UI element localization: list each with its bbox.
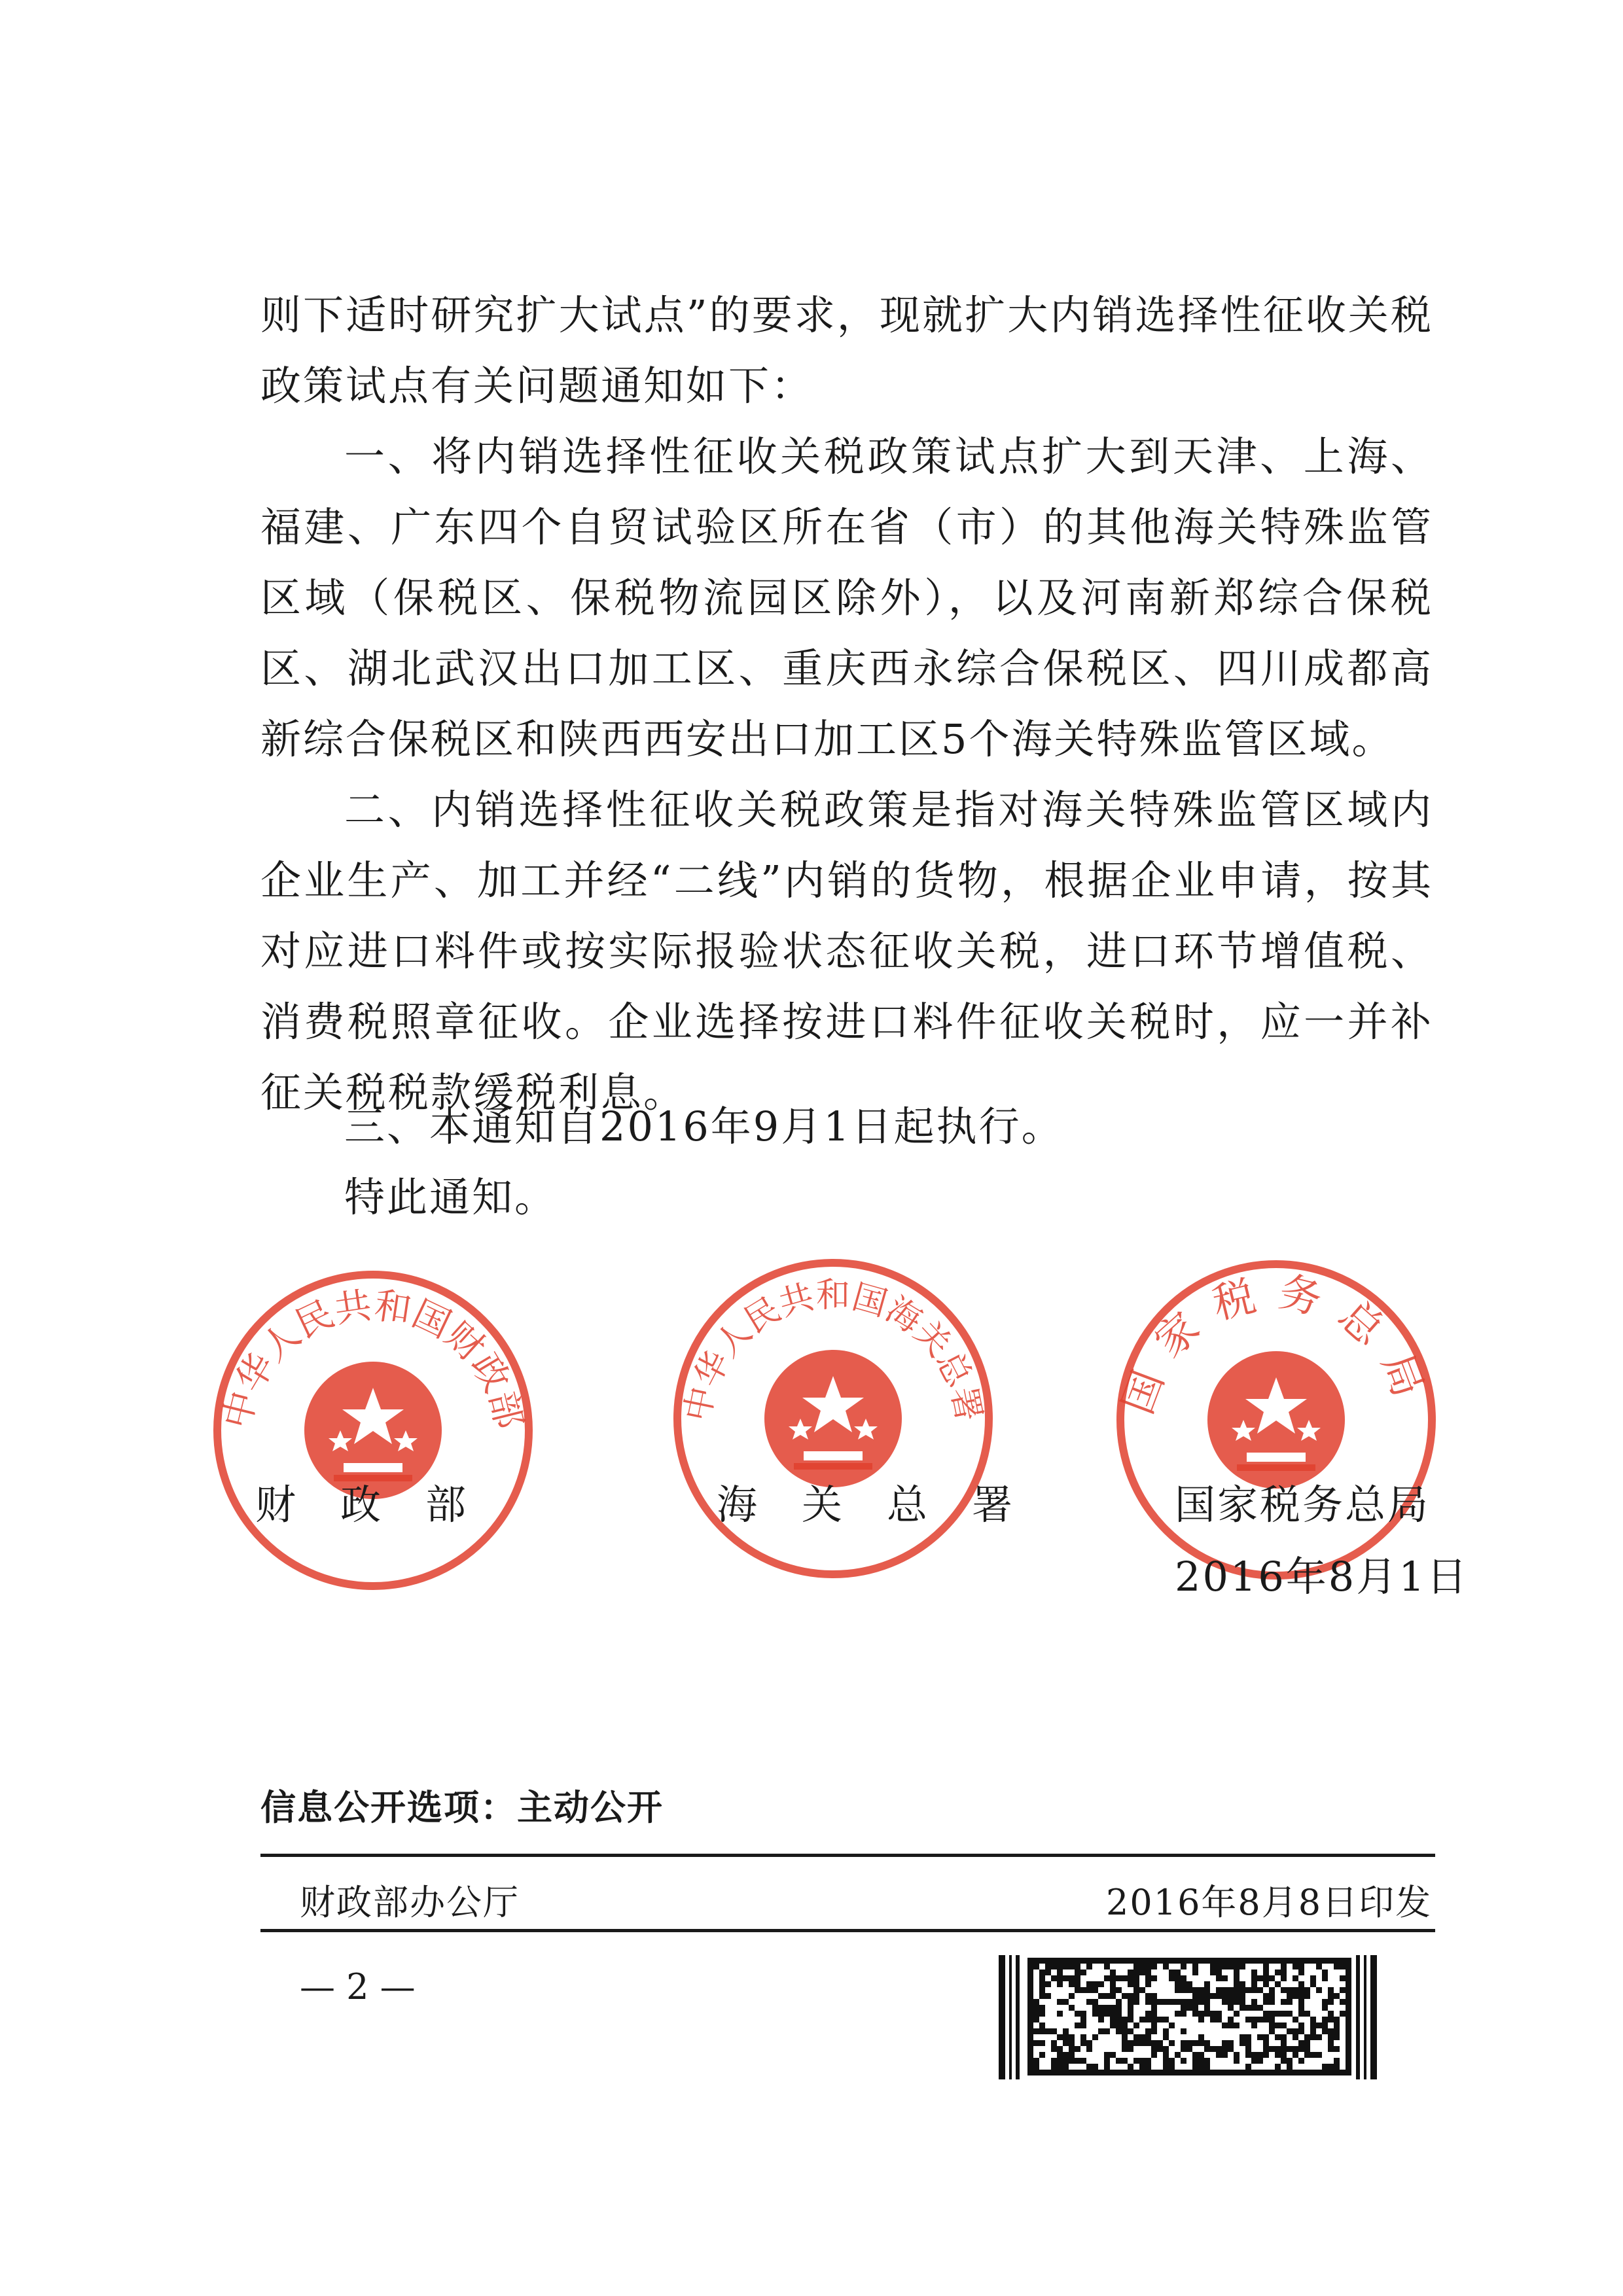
body-paragraph-closing: 特此通知。 (344, 1173, 558, 1221)
document-barcode (995, 1951, 1381, 2083)
issue-date: 2016年8月8日印发 (1106, 1882, 1433, 1923)
body-paragraph-item-3: 三、本通知自2016年9月1日起执行。 (344, 1103, 1064, 1150)
page-number: — 2 — (300, 1966, 416, 2007)
issuer: 财政部办公厅 (300, 1882, 520, 1923)
signature-ministry-of-finance: 财 政 部 (255, 1481, 469, 1528)
signature-date: 2016年8月1日 (1175, 1553, 1469, 1600)
national-emblem-seal-icon (669, 1255, 997, 1582)
seal-ring-text: 国家税务总局 (1113, 1267, 1439, 1421)
signature-customs: 海 关 总 署 (717, 1481, 1015, 1528)
national-emblem-seal-icon (209, 1267, 537, 1594)
customs-seal (669, 1255, 997, 1582)
national-emblem-seal-icon (1113, 1256, 1440, 1583)
footer-top-rule (260, 1854, 1435, 1857)
seal-ring-text: 中华人民共和国海关总署 (677, 1276, 989, 1425)
footer-bottom-rule (260, 1929, 1435, 1932)
ministry-of-finance-seal (209, 1267, 537, 1594)
disclosure-option: 信息公开选项：主动公开 (260, 1787, 664, 1828)
barcode-icon (995, 1951, 1381, 2083)
seal-ring-text: 中华人民共和国财政部 (215, 1284, 531, 1433)
signature-tax-bureau: 国家税务总局 (1175, 1481, 1431, 1528)
body-paragraph-intro: 则下适时研究扩大试点”的要求，现就扩大内销选择性征收关税政策试点有关问题通知如下： (260, 291, 1433, 410)
body-paragraph-item-1: 一、将内销选择性征收关税政策试点扩大到天津、上海、福建、广东四个自贸试验区所在省（市）的其他海关特殊监管区域（保税区、保税物流园区除外），以及河南新郑综合保税区、湖北武汉出口加工区、重庆西永综合保税区、四川成都高新综合保税区和陕西西安出口加工区5个海关特殊监管区域。 (260, 433, 1433, 763)
body-paragraph-item-2: 二、内销选择性征收关税政策是指对海关特殊监管区域内企业生产、加工并经“二线”内销的货物，根据企业申请，按其对应进口料件或按实际报验状态征收关税，进口环节增值税、消费税照章征收。企业选择按进口料件征收关税时，应一并补征关税税款缓税利息。 (260, 786, 1433, 1116)
tax-bureau-seal (1113, 1256, 1440, 1583)
